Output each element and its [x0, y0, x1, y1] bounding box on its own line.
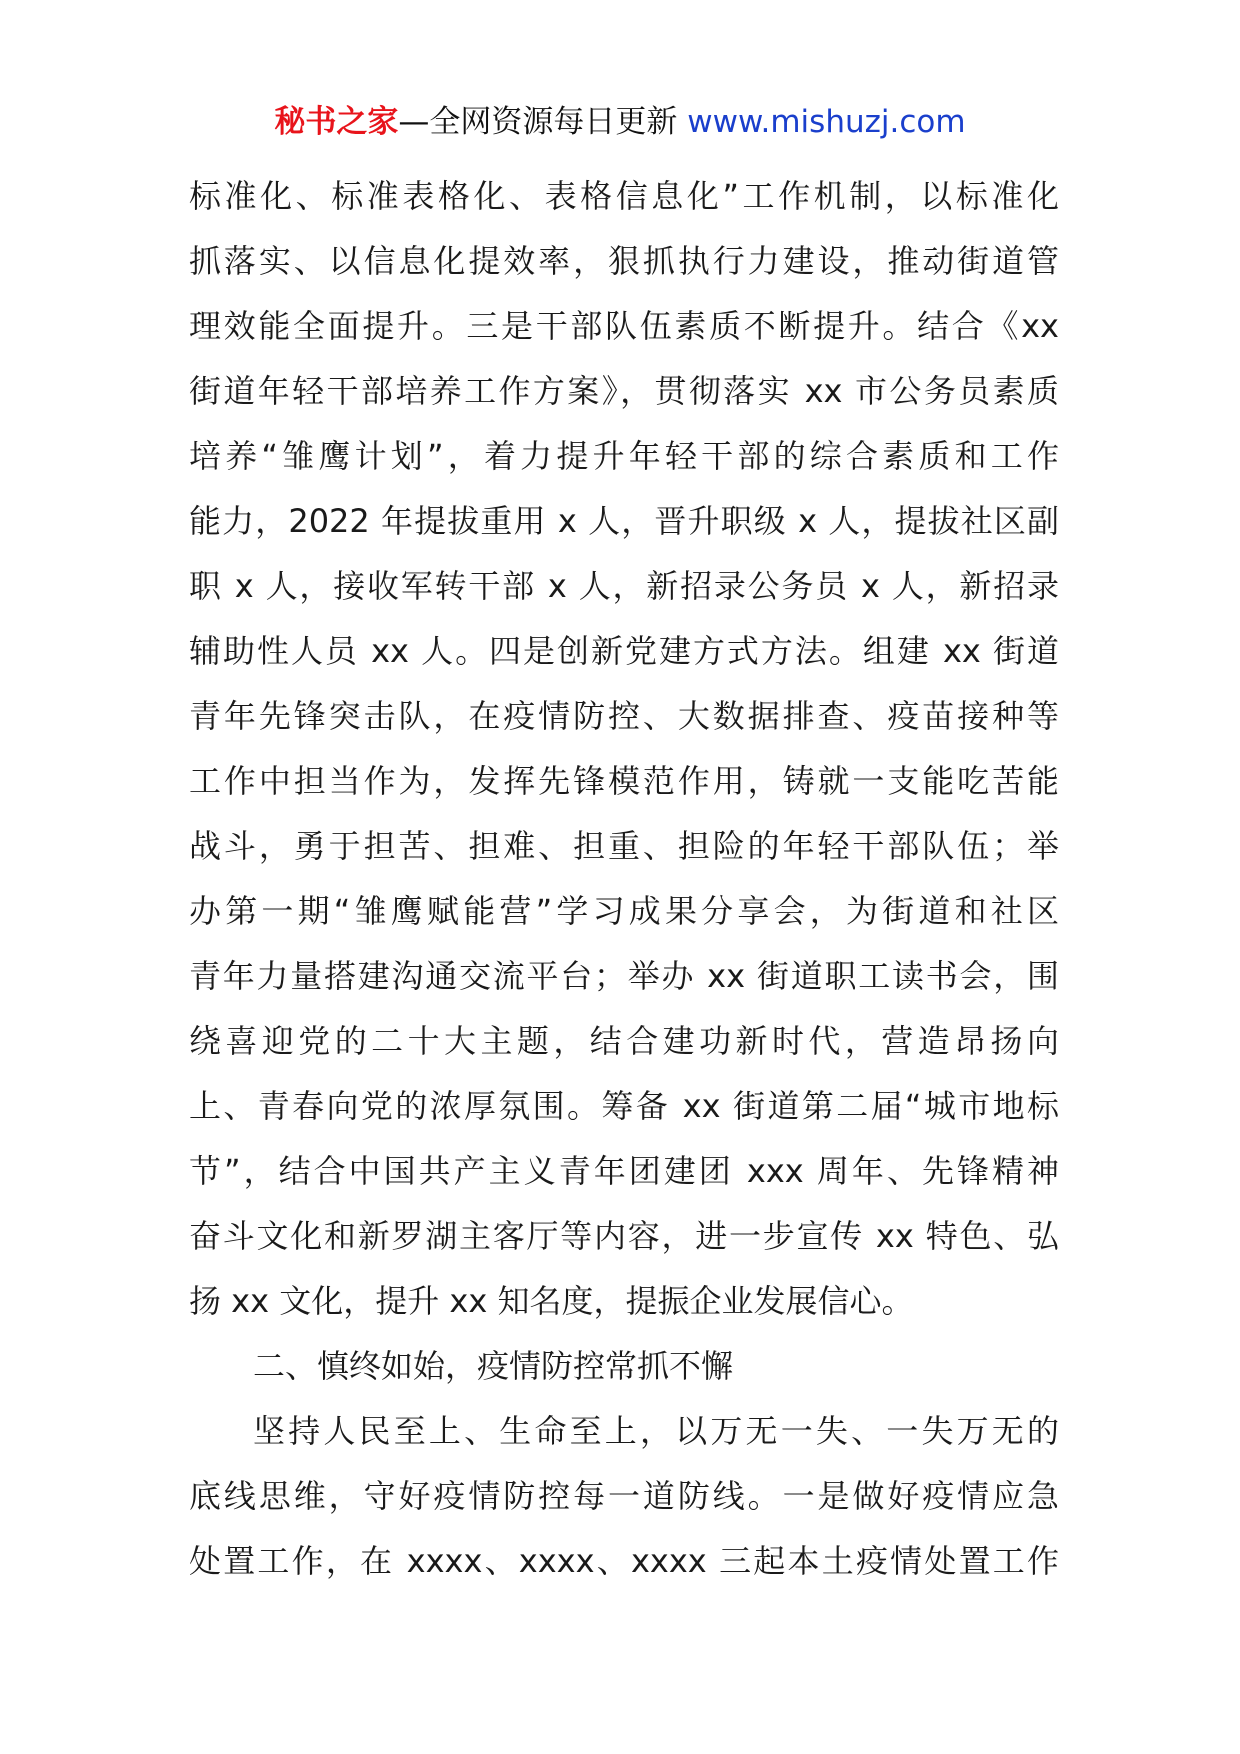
text-line: 处置工作，在 xxxx、xxxx、xxxx 三起本土疫情处置工作 — [189, 1542, 1059, 1580]
text-line: 能力，2022 年提拔重用 x 人，晋升职级 x 人，提拔社区副 — [189, 502, 1059, 540]
text-line: 战斗，勇于担苦、担难、担重、担险的年轻干部队伍；举 — [189, 827, 1059, 865]
header-site-link[interactable]: www.mishuzj.com — [687, 104, 966, 140]
page-header — [0, 102, 1240, 142]
text-line: 底线思维，守好疫情防控每一道防线。一是做好疫情应急 — [189, 1477, 1059, 1515]
text-line: 工作中担当作为，发挥先锋模范作用，铸就一支能吃苦能 — [189, 762, 1059, 800]
text-line: 扬 xx 文化，提升 xx 知名度，提振企业发展信心。 — [189, 1282, 914, 1320]
text-line: 上、青春向党的浓厚氛围。筹备 xx 街道第二届“城市地标 — [189, 1087, 1059, 1125]
text-line: 培养“雏鹰计划”，着力提升年轻干部的综合素质和工作 — [189, 437, 1059, 475]
text-line: 理效能全面提升。三是干部队伍素质不断提升。结合《xx — [189, 307, 1059, 345]
text-line: 职 x 人，接收军转干部 x 人，新招录公务员 x 人，新招录 — [189, 567, 1059, 605]
text-line: 节”，结合中国共产主义青年团建团 xxx 周年、先锋精神 — [189, 1152, 1059, 1190]
text-line: 绕喜迎党的二十大主题，结合建功新时代，营造昂扬向 — [189, 1022, 1059, 1060]
text-line: 奋斗文化和新罗湖主客厅等内容，进一步宣传 xx 特色、弘 — [189, 1217, 1059, 1255]
text-line: 辅助性人员 xx 人。四是创新党建方式方法。组建 xx 街道 — [189, 632, 1059, 670]
header-brand: 秘书之家 — [274, 104, 399, 140]
section-heading: 二、慎终如始，疫情防控常抓不懈 — [253, 1347, 734, 1385]
text-line: 抓落实、以信息化提效率，狠抓执行力建设，推动街道管 — [189, 242, 1059, 280]
text-line: 街道年轻干部培养工作方案》，贯彻落实 xx 市公务员素质 — [189, 372, 1059, 410]
document-body — [189, 164, 1059, 1594]
text-line: 青年先锋突击队，在疫情防控、大数据排查、疫苗接种等 — [189, 697, 1059, 735]
header-tagline: —全网资源每日更新 — [398, 104, 688, 140]
text-line: 标准化、标准表格化、表格信息化”工作机制，以标准化 — [189, 177, 1059, 215]
text-line: 坚持人民至上、生命至上，以万无一失、一失万无的 — [253, 1412, 1059, 1450]
text-line: 办第一期“雏鹰赋能营”学习成果分享会，为街道和社区 — [189, 892, 1059, 930]
text-line: 青年力量搭建沟通交流平台；举办 xx 街道职工读书会，围 — [189, 957, 1059, 995]
